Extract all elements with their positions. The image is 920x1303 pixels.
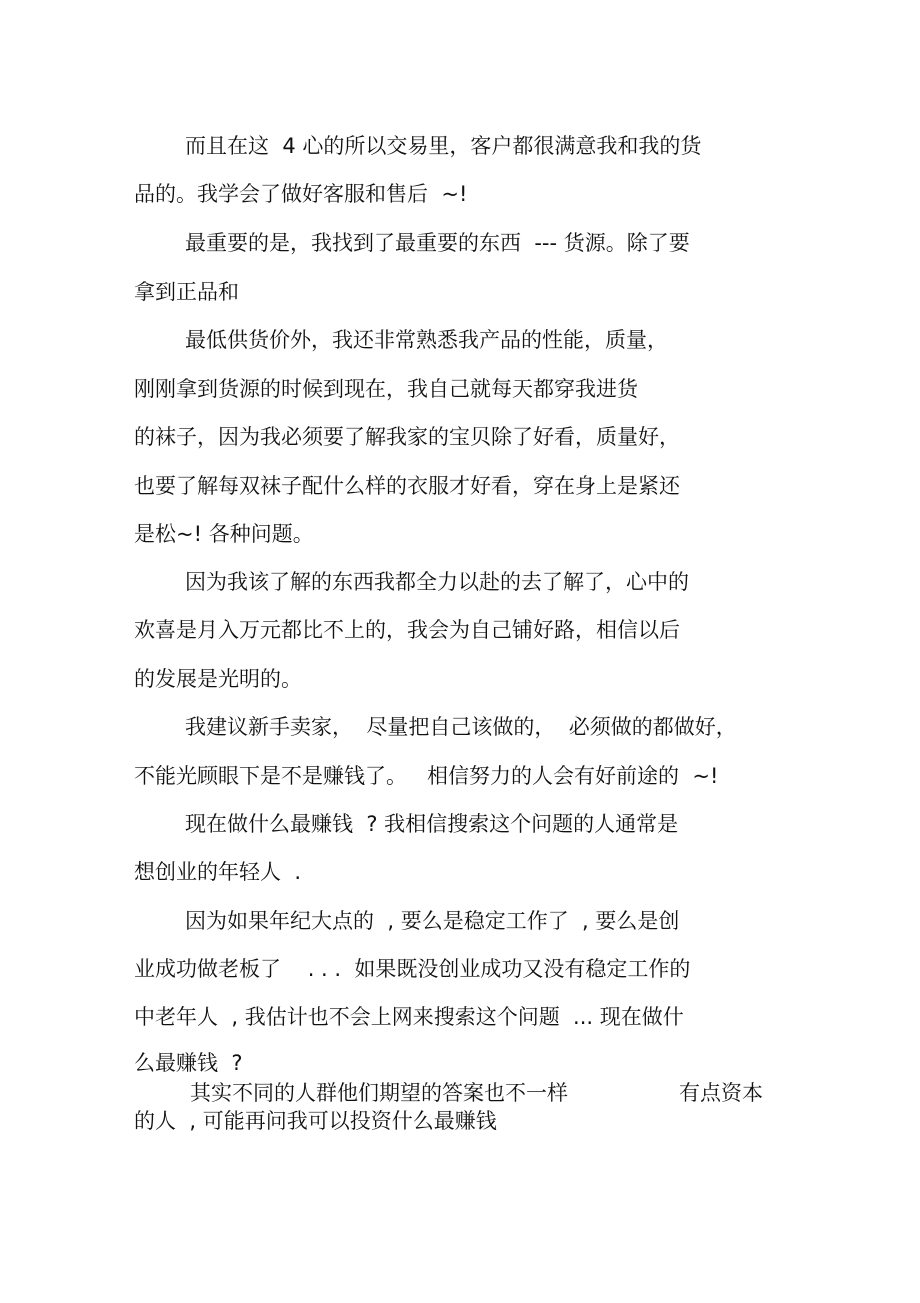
text-line-5: 最低供货价外，我还非常熟悉我产品的性能，质量， (185, 328, 668, 352)
text-line-8: 也要了解每双袜子配什么样的衣服才好看，穿在身上是紧还 (134, 474, 680, 498)
text-line-1: 而且在这 4 心的所以交易里，客户都很满意我和我的货 (185, 134, 702, 158)
text-line-17: 因为如果年纪大点的 , 要么是稳定工作了 , 要么是创 (185, 909, 680, 933)
text-line-7: 的袜子，因为我必须要了解我家的宝贝除了好看，质量好， (134, 425, 680, 449)
text-line-9: 是松~! 各种问题。 (134, 522, 314, 546)
text-line-21-right: 有点资本 (679, 1081, 763, 1105)
text-line-11: 欢喜是月入万元都比不上的，我会为自己铺好路，相信以后 (134, 618, 680, 642)
text-line-13: 我建议新手卖家， 尽量把自己该做的， 必须做的都做好， (185, 715, 737, 739)
text-line-14: 不能光顾眼下是不是赚钱了。 相信努力的人会有好前途的 ~! (134, 764, 719, 788)
text-line-12: 的发展是光明的。 (134, 667, 302, 691)
text-line-4: 拿到正品和 (134, 280, 239, 304)
text-line-6: 刚刚拿到货源的时候到现在，我自己就每天都穿我进货 (134, 377, 638, 401)
text-line-15: 现在做什么最赚钱 ? 我相信搜索这个问题的人通常是 (185, 812, 679, 836)
text-line-20: 么最赚钱 ? (134, 1051, 243, 1075)
text-line-2: 品的。我学会了做好客服和售后 ~! (134, 182, 468, 206)
text-line-22: 的人 , 可能再问我可以投资什么最赚钱 (134, 1109, 497, 1133)
text-line-19: 中老年人 , 我估计也不会上网来搜索这个问题 ... 现在做什 (134, 1005, 684, 1029)
text-line-3: 最重要的是，我找到了最重要的东西 --- 货源。除了要 (185, 231, 690, 255)
text-line-10: 因为我该了解的东西我都全力以赴的去了解了，心中的 (185, 570, 689, 594)
text-line-21: 其实不同的人群他们期望的答案也不一样 (190, 1081, 568, 1105)
text-line-18: 业成功做老板了 . . . 如果既没创业成功又没有稳定工作的 (134, 957, 691, 981)
text-line-16: 想创业的年轻人 . (134, 860, 302, 884)
